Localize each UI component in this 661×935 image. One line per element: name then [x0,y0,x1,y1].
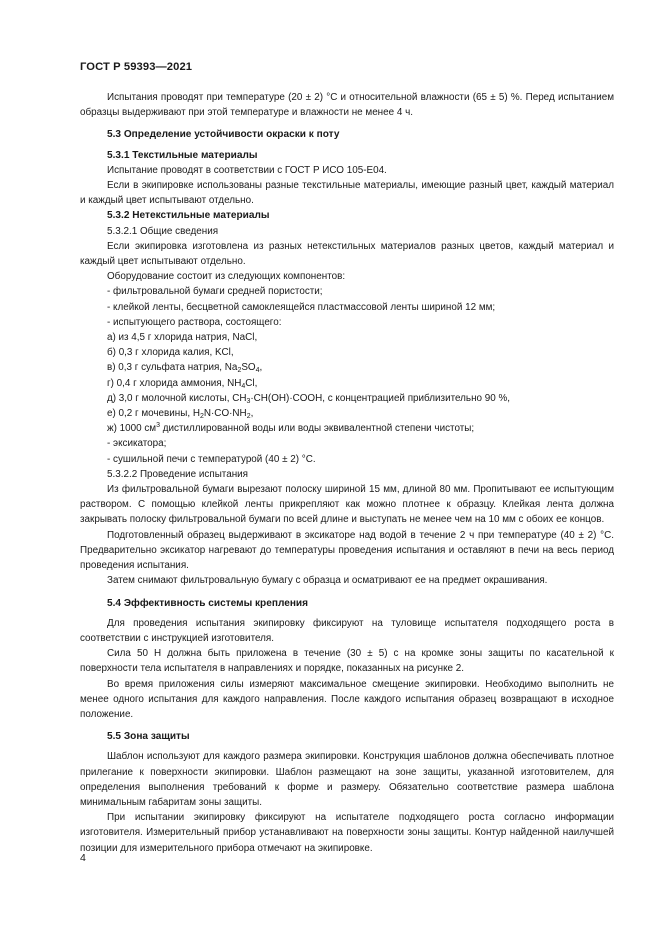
section-5-3-heading: 5.3 Определение устойчивости окраски к поту [107,129,340,141]
section-5-3-2-1-heading: 5.3.2.1 Общие сведения [107,225,219,237]
list-item: в) 0,3 г сульфата натрия, $Na_2SO_4$, [107,362,263,375]
list-item: Оборудование состоит из следующих компонентов: [107,271,346,283]
intro-paragraph: Испытания проводят при температуре (20 ± 2) °С и относительной влажности (65 ± 5) %. Перед испытанием образцы выдерживают при этой температуре и влажности не менее 4 ч. [80,92,614,119]
section-5-3-2-2-heading: 5.3.2.2 Проведение испытания [107,468,249,480]
list-item: ж) 1000 $см^3$ дистиллированной воды или воды эквивалентной степени чистоты; [107,422,475,435]
list-item: - испытующего раствора, состоящего: [107,316,282,328]
list-item: г) 0,4 г хлорида аммония, $NH_4Cl$, [107,377,258,390]
list-item: д) 3,0 г молочной кислоты, $CH_3\cdot CH(OH)\cdot COOH$, с концентрацией приблизительно 90 %, [107,392,511,405]
paragraph: Если экипировка изготовлена из разных нетекстильных материалов разных цветов, каждый материал и каждый цвет испытывают отдельно. [80,240,614,268]
list-item: е) 0,2 г мочевины, $H_2N\cdot CO\cdot NH_2$, [107,408,254,421]
list-item: - клейкой ленты, бесцветной самоклеящейся пластмассовой ленты шириной 12 мм; [107,301,496,313]
paragraph: Затем снимают фильтровальную бумагу с образца и осматривают ее на предмет окрашивания. [107,575,548,587]
paragraph: Испытание проводят в соответствии с ГОСТ Р ИСО 105-Е04. [107,164,387,176]
section-5-5-heading: 5.5 Зона защиты [107,731,190,743]
list-item: - фильтровальной бумаги средней пористости; [107,286,323,298]
standard-header: ГОСТ Р 59393—2021 [80,61,193,73]
section-5-3-2-heading: 5.3.2 Нетекстильные материалы [107,210,270,222]
page-number: 4 [80,852,86,864]
list-item: - сушильной печи с температурой (40 ± 2) °С. [107,453,316,465]
paragraph: Сила 50 Н должна быть приложена в течение (30 ± 5) с на кромке зоны защиты по касательной к поверхности тела испытателя в направлениях и порядке, показанных на рисунке 2. [80,648,614,675]
section-5-4-heading: 5.4 Эффективность системы крепления [107,597,309,609]
document-body [80,90,614,856]
list-item: б) 0,3 г хлорида калия, KCl, [107,347,234,359]
paragraph: При испытании экипировку фиксируют на испытателе подходящего роста согласно информации изготовителя. Измерительный прибор устанавливают на поверхности зоны защиты. Контур найденной наилучшей позиции для измерительного прибора отмечают на экипировке. [80,812,614,854]
paragraph: Во время приложения силы измеряют максимальное смещение экипировки. Необходимо выполнить не менее одного испытания для каждого направления. После каждого испытания образец возвращают в исходное положение. [80,678,614,720]
section-5-3-1-heading: 5.3.1 Текстильные материалы [107,149,258,161]
paragraph: Подготовленный образец выдерживают в эксикаторе над водой в течение 2 ч при температуре (40 ± 2) °С. Предварительно эксикатор нагревают до температуры проведения испытания и оставляют в печи на весь период проведения испытания. [80,529,614,572]
list-item: а) из 4,5 г хлорида натрия, NaCl, [107,332,258,344]
paragraph: Шаблон используют для каждого размера экипировки. Конструкция шаблонов должна обеспечивать плотное прилегание к поверхности экипировки. Шаблон размещают на зоне защиты, указанной изготовителем, для определения выполнения требований к форме и размеру. Обязательно соответствие размера шаблона минимальным габаритам зоны защиты. [80,751,614,808]
paragraph: Для проведения испытания экипировку фиксируют на туловище испытателя подходящего роста в соответствии с инструкцией изготовителя. [80,617,614,644]
paragraph: Из фильтровальной бумаги вырезают полоску шириной 15 мм, длиной 80 мм. Пропитывают ее испытующим раствором. С помощью клейкой ленты прикрепляют как можно плотнее к образцу. Клейкая лента должна закрывать полоску фильтровальной бумаги по всей длине и выступать не менее чем на 10 мм с обоих ее концов. [80,484,614,526]
list-item: - эксикатора; [107,438,167,450]
paragraph: Если в экипировке использованы разные текстильные материалы, имеющие разный цвет, каждый материал и каждый цвет испытывают отдельно. [80,180,614,207]
